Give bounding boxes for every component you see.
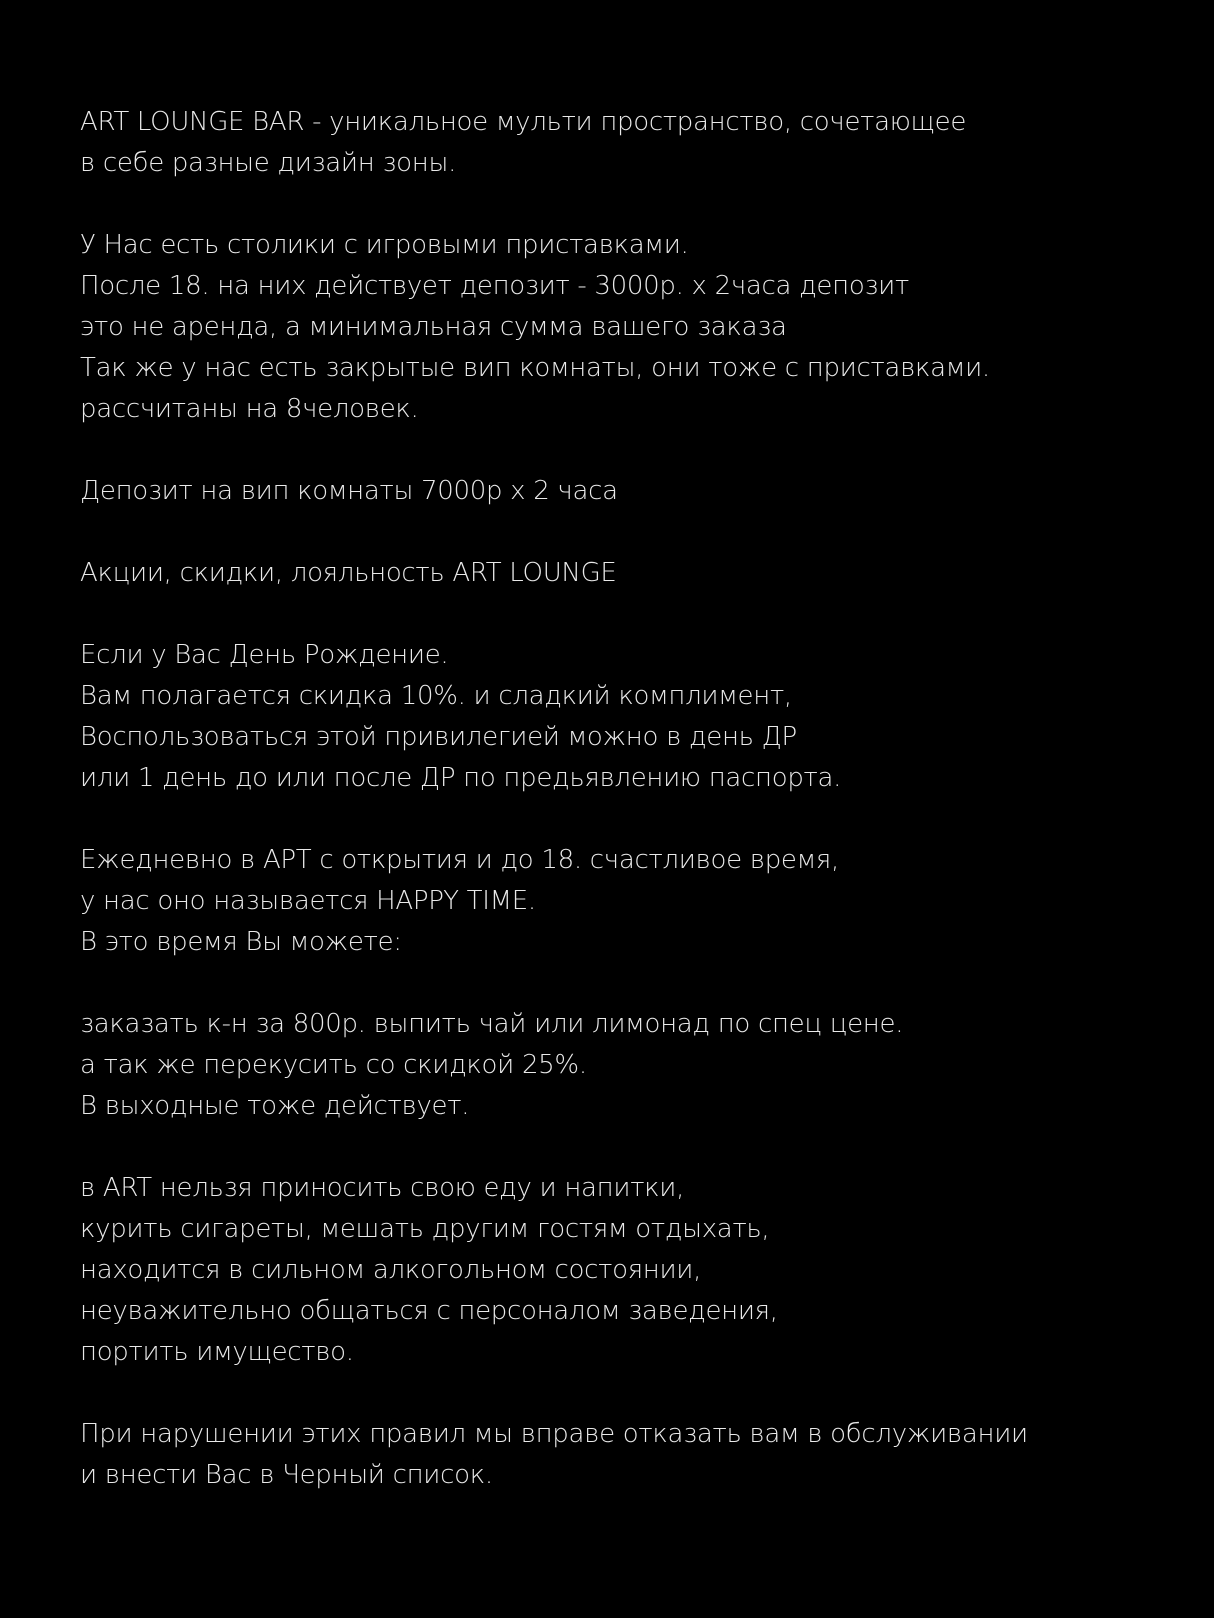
text-line: портить имущество. <box>80 1337 354 1367</box>
text-line: и внести Вас в Черный список. <box>80 1460 493 1490</box>
birthday-paragraph <box>80 635 1190 799</box>
text-line: рассчитаны на 8человек. <box>80 394 419 424</box>
text-line: неуважительно общаться с персоналом заведения, <box>80 1296 778 1326</box>
text-line: заказать к-н за 800р. выпить чай или лимонад по спец цене. <box>80 1009 904 1039</box>
text-line: или 1 день до или после ДР по предьявлению паспорта. <box>80 763 842 793</box>
text-line: в ART нельзя приносить свою еду и напитки, <box>80 1173 685 1203</box>
rules-paragraph <box>80 1168 1190 1373</box>
text-line: Депозит на вип комнаты 7000р х 2 часа <box>80 476 618 506</box>
vip-deposit-paragraph <box>80 471 1190 512</box>
text-line: После 18. на них действует депозит - 3000р. х 2часа депозит <box>80 271 909 301</box>
text-line: курить сигареты, мешать другим гостям отдыхать, <box>80 1214 770 1244</box>
text-line: В выходные тоже действует. <box>80 1091 470 1121</box>
happy-time-paragraph <box>80 840 1190 963</box>
text-line: Если у Вас День Рождение. <box>80 640 449 670</box>
promotions-heading <box>80 553 1190 594</box>
text-line: Так же у нас есть закрытые вип комнаты, они тоже с приставками. <box>80 353 990 383</box>
text-line: Ежедневно в АРТ с открытия и до 18. счастливое время, <box>80 845 839 875</box>
text-line: Вам полагается скидка 10%. и сладкий комплимент, <box>80 681 792 711</box>
text-line: В это время Вы можете: <box>80 927 402 957</box>
text-line: это не аренда, а минимальная сумма вашего заказа <box>80 312 787 342</box>
text-line: У Нас есть столики с игровыми приставками. <box>80 230 689 260</box>
text-line: находится в сильном алкогольном состоянии, <box>80 1255 702 1285</box>
text-line: Акции, скидки, лояльность ART LOUNGE <box>80 558 617 588</box>
game-tables-paragraph <box>80 225 1190 430</box>
text-line: Воспользоваться этой привилегией можно в день ДР <box>80 722 797 752</box>
violation-paragraph <box>80 1414 1190 1496</box>
happy-time-offers-paragraph <box>80 1004 1190 1127</box>
text-line: в себе разные дизайн зоны. <box>80 148 457 178</box>
intro-paragraph <box>80 102 1190 184</box>
document-text <box>80 102 1190 1496</box>
text-line: ART LOUNGE BAR - уникальное мульти пространство, сочетающее <box>80 107 967 137</box>
text-line: у нас оно называется HAPPY TIME. <box>80 886 536 916</box>
text-line: а так же перекусить со скидкой 25%. <box>80 1050 587 1080</box>
text-line: При нарушении этих правил мы вправе отказать вам в обслуживании <box>80 1419 1028 1449</box>
